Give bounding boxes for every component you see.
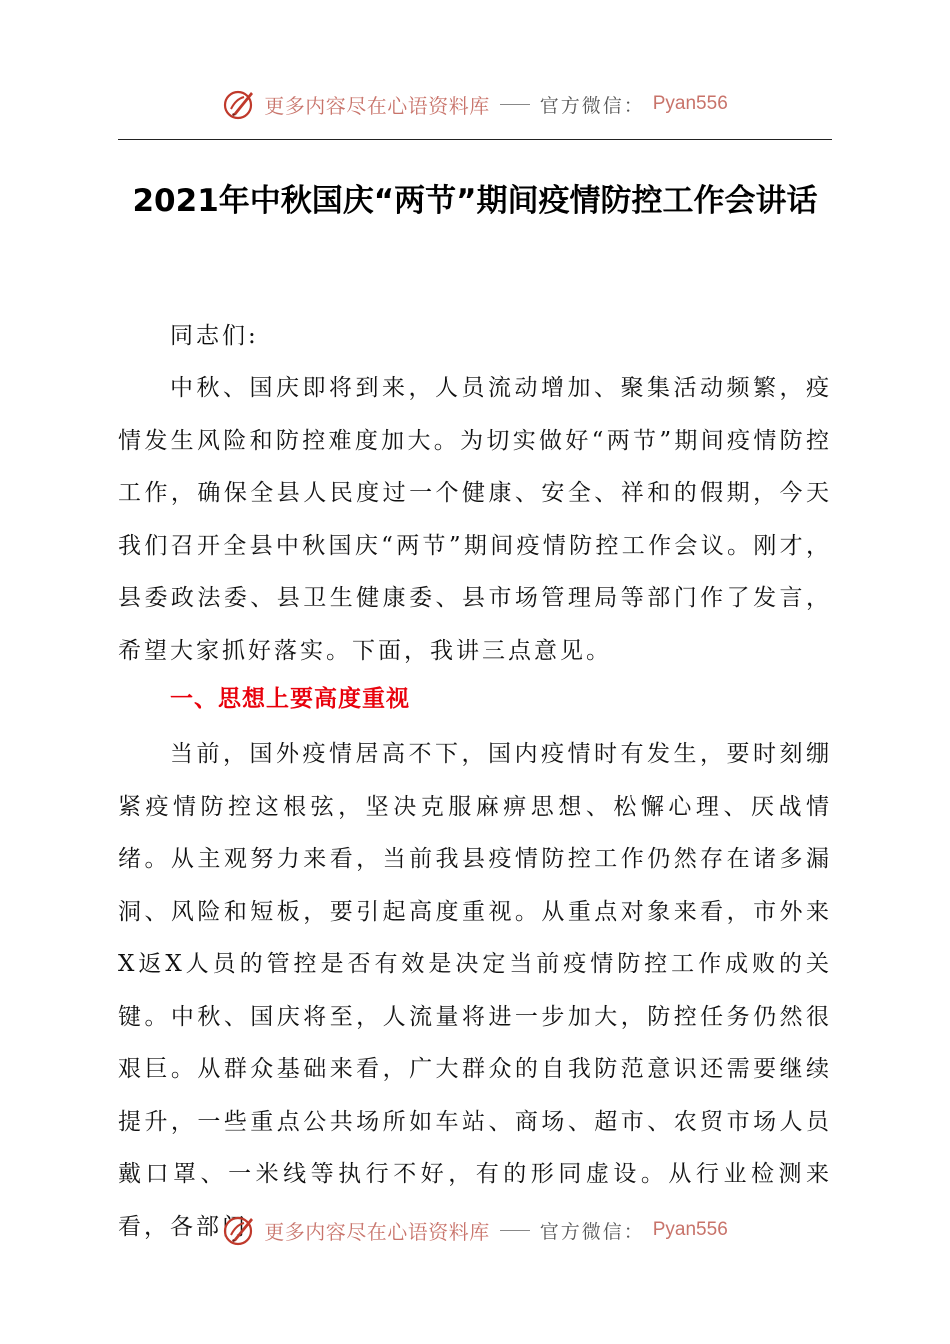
paragraph-intro: 中秋、国庆即将到来，人员流动增加、聚集活动频繁，疫情发生风险和防控难度加大。为切实做好“两节”期间疫情防控工作，确保全县人民度过一个健康、安全、祥和的假期，今天我们召开全县中秋国庆“两节”期间疫情防控工作会议。刚才，县委政法委、县卫生健康委、县市场管理局等部门作了发言，希望大家抓好落实。下面，我讲三点意见。: [118, 375, 832, 664]
header-rule: [118, 139, 832, 140]
footer-watermark: [0, 1210, 950, 1250]
watermark-text: 更多内容尽在心语资料库: [264, 93, 490, 118]
document-title: 2021年中秋国庆“两节”期间疫情防控工作会讲话: [132, 183, 818, 219]
watermark-wechat-id: Pyan556: [652, 1219, 728, 1240]
pen-logo-icon: [222, 87, 256, 121]
watermark-official-label: 官方微信：: [539, 1220, 645, 1243]
watermark-dash: [500, 1230, 530, 1231]
section-heading-1: 一、思想上要高度重视: [170, 686, 410, 712]
header-watermark: [0, 84, 950, 124]
pen-logo-icon: [222, 1213, 256, 1247]
paragraph-section-1: 当前，国外疫情居高不下，国内疫情时有发生，要时刻绷紧疫情防控这根弦，坚决克服麻痹思想、松懈心理、厌战情绪。从主观努力来看，当前我县疫情防控工作仍然存在诸多漏洞、风险和短板，要引起高度重视。从重点对象来看，市外来X返X人员的管控是否有效是决定当前疫情防控工作成败的关键。中秋、国庆将至，人流量将进一步加大，防控任务仍然很艰巨。从群众基础来看，广大群众的自我防范意识还需要继续提升，一些重点公共场所如车站、商场、超市、农贸市场人员戴口罩、一米线等执行不好，有的形同虚设。从行业检测来看，各部门: [118, 741, 832, 1240]
watermark-wechat-id: Pyan556: [652, 93, 728, 114]
watermark-text: 更多内容尽在心语资料库: [264, 1219, 490, 1244]
salutation: 同志们:: [170, 323, 259, 349]
watermark-official-label: 官方微信：: [539, 94, 645, 117]
watermark-dash: [500, 104, 530, 105]
